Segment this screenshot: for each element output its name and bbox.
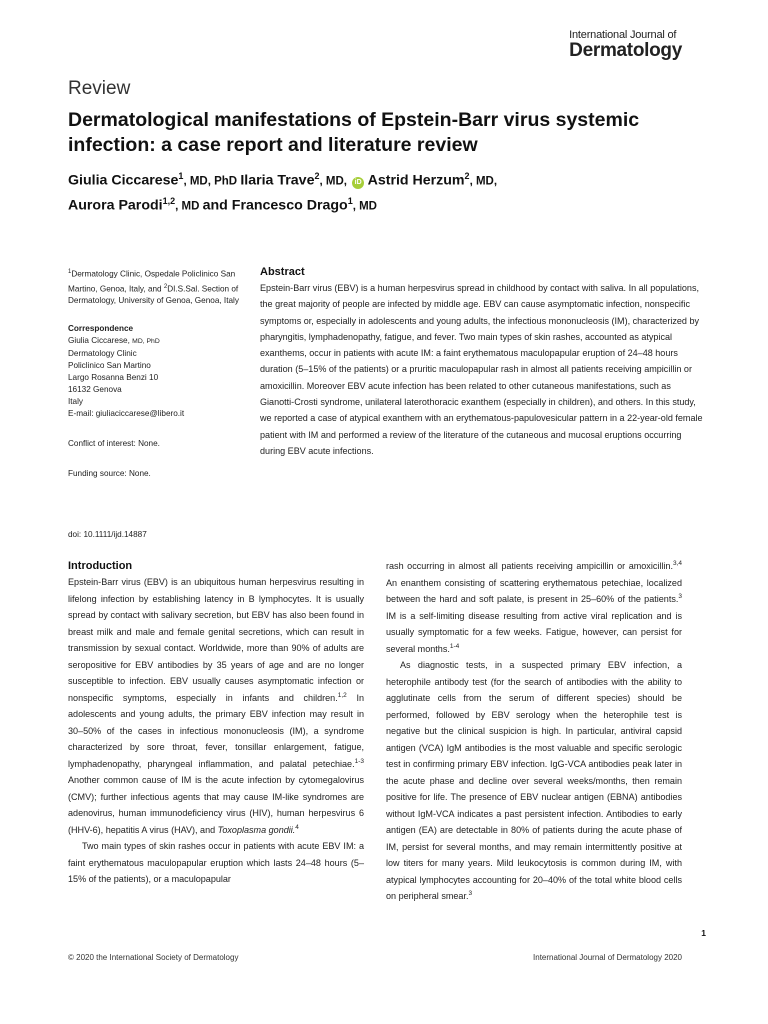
body-text: Another common cause of IM is the acute infection by cytomegalovirus (CMV); further infectious agents that may cause IM-like syndromes are adenovirus, human immunodeficiency virus (HIV), human herpesvirus 6 (HHV-6), hepatitis A virus (HAV), and	[68, 775, 364, 835]
correspondence-line: Italy	[68, 397, 84, 407]
introduction-heading: Introduction	[68, 560, 133, 572]
body-paragraph	[386, 657, 682, 905]
author-degree: , MD,	[319, 175, 351, 188]
correspondence-name	[68, 335, 248, 348]
orcid-icon[interactable]: iD	[352, 177, 364, 189]
footer-copyright: © 2020 the International Society of Dermatology	[68, 953, 239, 962]
author-list	[68, 167, 708, 216]
affiliation-text: DI.S.Sal. Section of Dermatology, University of Genoa, Genoa, Italy	[68, 284, 239, 306]
author-degree: , MD	[175, 200, 203, 213]
citation-ref[interactable]: 3,4	[672, 559, 682, 567]
funding-statement: Funding source: None.	[68, 469, 151, 479]
correspondence-line: Largo Rosanna Benzi 10	[68, 373, 159, 383]
abstract-heading: Abstract	[260, 266, 305, 278]
citation-ref[interactable]: 1-3	[354, 757, 364, 765]
author-degree: , MD,	[469, 175, 498, 188]
body-text: An enanthem consisting of scattering erythematous petechiae, localized between the hard and soft palate, is present in 25–60% of the patients.	[386, 577, 682, 604]
author-affiliation-sup: 1	[347, 195, 353, 206]
citation-ref[interactable]: 4	[295, 823, 299, 831]
author-affiliation-sup: 1,2	[162, 195, 176, 206]
author-name[interactable]: Ilaria Trave	[240, 172, 315, 189]
citation-ref[interactable]: 3	[678, 592, 682, 600]
author-degree: , MD, PhD	[183, 175, 241, 188]
correspondence-line: Dermatology Clinic	[68, 349, 137, 359]
article-sidebar	[68, 266, 248, 480]
citation-ref[interactable]: 1-4	[449, 642, 460, 650]
article-title: Dermatological manifestations of Epstein-Barr virus systemic infection: a case report and literature review	[68, 109, 640, 156]
author-affiliation-sup: 1	[178, 171, 184, 181]
footer-journal: International Journal of Dermatology 2020	[533, 953, 682, 962]
conflict-statement: Conflict of interest: None.	[68, 439, 160, 449]
affiliation-sup: 2	[163, 283, 168, 290]
author-name[interactable]: Astrid Herzum	[367, 172, 465, 189]
author-name[interactable]: Giulia Ciccarese	[68, 172, 179, 189]
author-affiliation-sup: 2	[314, 171, 320, 181]
page-number: 1	[701, 928, 706, 938]
body-paragraph	[386, 558, 682, 657]
body-column-right	[386, 558, 682, 905]
author-name[interactable]: Francesco Drago	[231, 197, 348, 214]
species-name: Toxoplasma gondii.	[217, 824, 296, 835]
body-paragraph: Two main types of skin rashes occur in patients with acute EBV IM: a faint erythematous maculopapular eruption which lasts 24–48 hours (5–15% of the patients), or a maculopapular	[68, 841, 364, 884]
affiliation-text: Dermatology Clinic, Ospedale Policlinico San Martino, Genoa, Italy, and	[68, 269, 236, 294]
author-name[interactable]: Aurora Parodi	[68, 197, 163, 214]
abstract	[260, 266, 705, 459]
journal-logo	[569, 30, 682, 60]
correspondence-degree: MD, PhD	[132, 338, 160, 346]
body-text: As diagnostic tests, in a suspected primary EBV infection, a heterophile antibody test (for the search of antibodies with the ability to agglutinate cells from the serum of different species) should be performed, followed by EBV serology when the heterophile test is negative but the clinical suspicion is high. In particular, antiviral capsid antigen (VCA) IgM antibodies is the most valuable and specific serologic test in confirming primary EBV infection. IgG-VCA antibodies peak later in the acute phase and decline over several weeks/months, then remain positive for life. The presence of EBV nuclear antigen (EBNA) antibodies without IgM-VCA indicates a past persistent infection. Antibodies to early antigen (EA) are detectable in 80% of patients during the acute phase of IM, persist for several months, and may remain intermittently positive at low titers for many years. Mild leukocytosis is common during IM, with atypical lymphocytes accounting for 20–40% of the total white blood cells on peripheral smear.	[386, 660, 682, 901]
body-text: IM is a self-limiting disease resulting from active viral replication and is usually symptomatic for a few weeks. Fatigue, however, can persist for several months.	[386, 610, 682, 654]
journal-logo-line2: Dermatology	[569, 40, 682, 61]
correspondence-email[interactable]: E-mail: giuliaciccarese@libero.it	[68, 409, 185, 419]
correspondence-line: 16132 Genova	[68, 385, 122, 395]
author-affiliation-sup: 2	[464, 171, 470, 181]
affiliation-sup: 1	[68, 269, 72, 275]
correspondence-line: Policlinico San Martino	[68, 361, 151, 371]
authors-and: and	[202, 197, 232, 214]
body-column-left	[68, 558, 364, 888]
citation-ref[interactable]: 1,2	[337, 691, 347, 699]
correspondence-author: Giulia Ciccarese,	[68, 336, 133, 346]
author-degree: , MD	[352, 200, 377, 213]
correspondence-heading: Correspondence	[68, 324, 134, 334]
body-text: Epstein-Barr virus (EBV) is an ubiquitous human herpesvirus resulting in lifelong infection by establishing latency in B lymphocytes. It is usually spread by contact with salivary secretion, but EBV has also been found in breast milk and male and female genital secretions, which can result in transmission by sexual contact. Worldwide, more than 90% of adults are seropositive for EBV antibodies by 35 years of age and are no longer susceptible to infection. EBV usually causes asymptomatic infection or nonspecific symptoms, especially in infants and children.	[68, 577, 364, 703]
body-text: In adolescents and young adults, the primary EBV infection may result in 30–50% of the cases in infectious mononucleosis (IM), a syndrome characterized by sore throat, fever, tonsillar enlargement, fatigue, lymphadenopathy, pharyngeal inflammation, and palatal petechiae.	[68, 692, 364, 769]
body-paragraph	[68, 574, 364, 838]
affiliations	[68, 266, 248, 307]
section-label: Review	[68, 78, 131, 99]
journal-logo-line1: International Journal of	[569, 29, 677, 41]
abstract-text: Epstein-Barr virus (EBV) is a human herpesvirus spread in childhood by contact with saliva. In all populations, the great majority of people are infected by middle age. EBV can cause asymptomatic infection, nonspecific symptoms or, especially in adolescents and young adults, the infectious mononucleosis (IM), characterized by pharyngitis, lymphadenopathy, fatigue, and fever. Two main types of skin rashes, accounted as atypical exanthems, occur in patients with acute IM: a faint erythematous maculopapular eruption of 24–48 hours duration (5–15% of the patients) or a pruritic maculopapular rash in almost all patients receiving ampicillin or amoxicillin. Moreover EBV acute infection has been related to other cutaneous manifestations, such as Gianotti-Crosti syndrome, unilateral laterothoracic exanthem (especially in children), and others. In this study, we reported a case of atypical exanthem with an erythematous-papulovesicular pattern in a 22-year-old female patient with IM and performed a review of the literature of the cutaneous and mucosal eruptions occurring during EBV acute infections.	[260, 283, 703, 456]
doi-link[interactable]: doi: 10.1111/ijd.14887	[68, 530, 147, 539]
body-text: rash occurring in almost all patients receiving ampicillin or amoxicillin.	[386, 561, 673, 571]
citation-ref[interactable]: 3	[468, 889, 473, 897]
